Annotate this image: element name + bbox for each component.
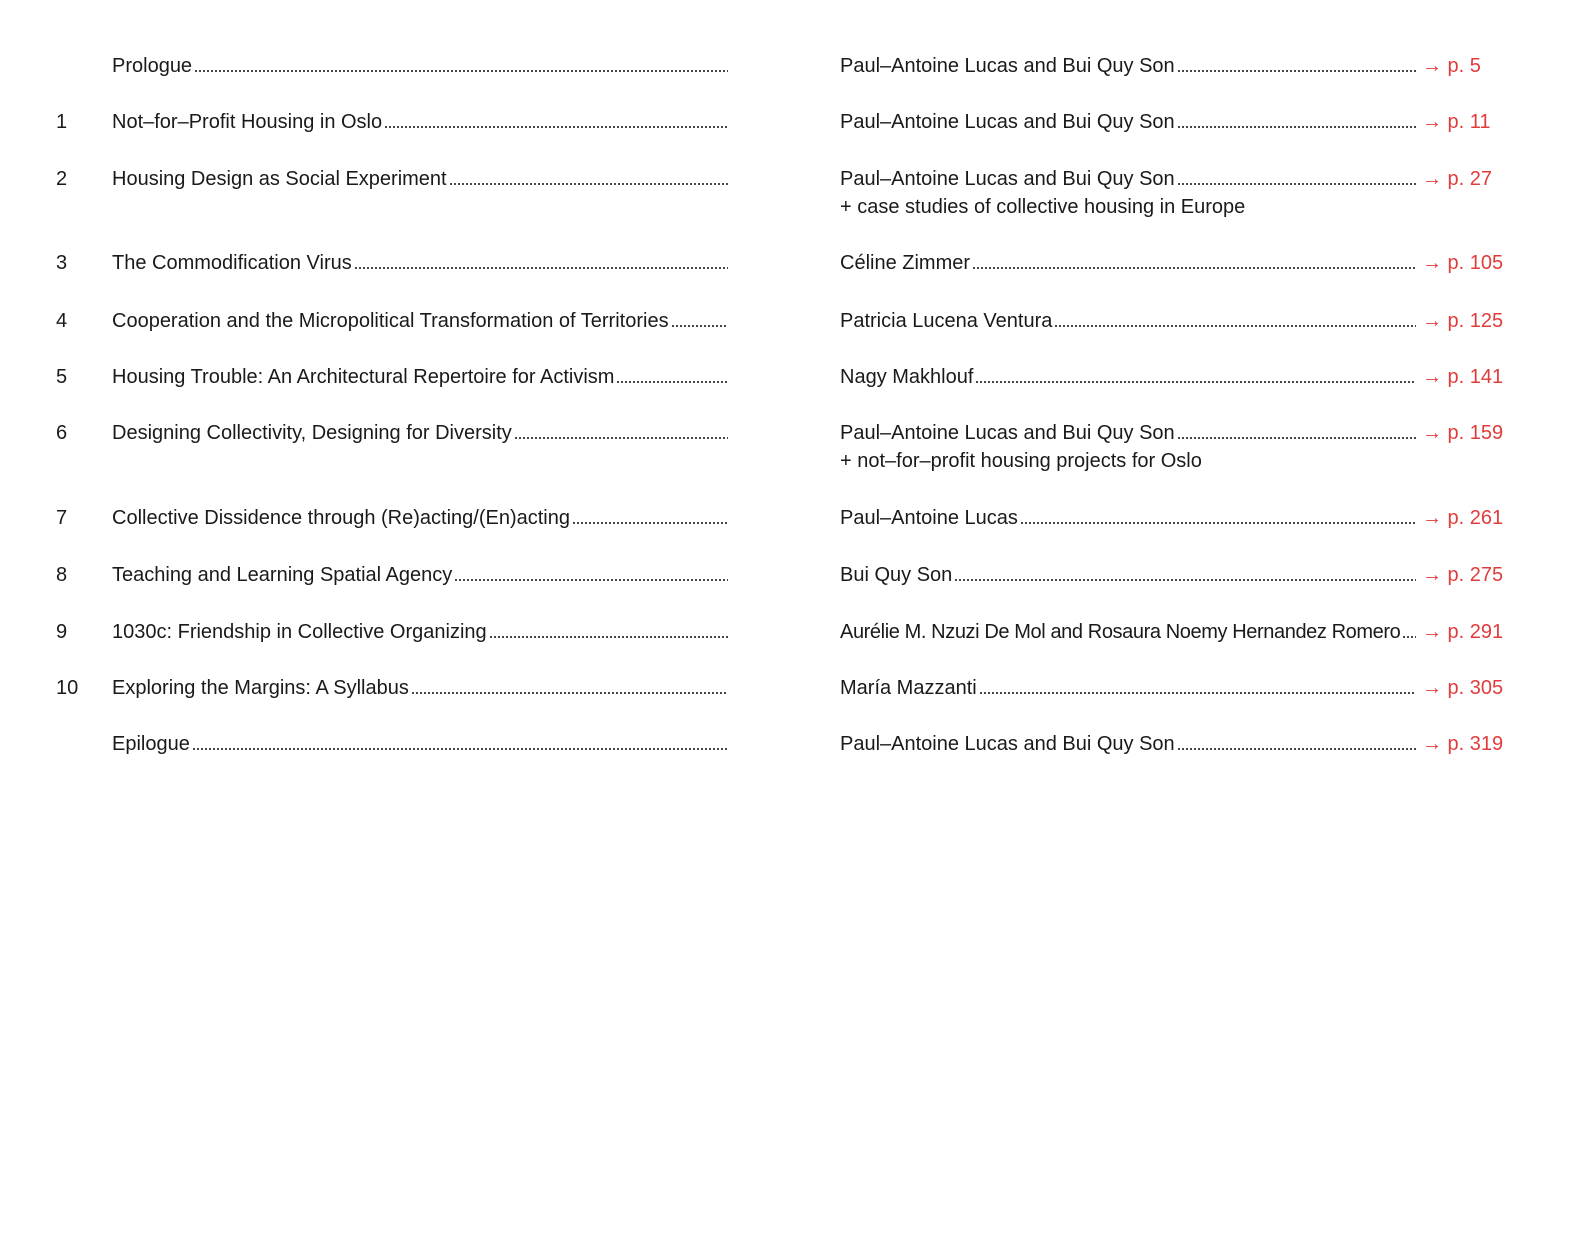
- chapter-number: 4: [56, 310, 68, 332]
- chapter-number: 3: [56, 252, 68, 274]
- chapter-author: Paul–Antoine Lucas and Bui Quy Son: [840, 111, 1175, 133]
- chapter-number: 5: [56, 366, 68, 388]
- toc-entry-prologue[interactable]: [0, 54, 1587, 110]
- chapter-title: Housing Trouble: An Architectural Repertoire for Activism: [112, 366, 615, 388]
- dot-leader: [1177, 68, 1416, 74]
- chapter-author: Bui Quy Son: [840, 564, 953, 586]
- chapter-number: 6: [56, 422, 68, 444]
- chapter-number: 8: [56, 564, 68, 586]
- dot-leader: [671, 323, 728, 329]
- dot-leader: [194, 68, 728, 74]
- chapter-author: Paul–Antoine Lucas and Bui Quy Son: [840, 422, 1175, 444]
- chapter-title: Collective Dissidence through (Re)acting/(En)acting: [112, 507, 570, 529]
- chapter-number: 2: [56, 168, 68, 190]
- chapter-number: 1: [56, 111, 68, 133]
- toc-entry-epilogue[interactable]: [0, 732, 1587, 788]
- dot-leader: [411, 690, 728, 696]
- chapter-title: The Commodification Virus: [112, 252, 352, 274]
- page-link[interactable]: → p. 261: [1422, 507, 1504, 529]
- dot-leader: [954, 577, 1416, 583]
- chapter-note: + case studies of collective housing in Europe: [840, 196, 1246, 218]
- dot-leader: [514, 435, 728, 441]
- dot-leader: [454, 577, 728, 583]
- page-link[interactable]: → p. 275: [1422, 564, 1504, 586]
- page-link[interactable]: → p. 319: [1422, 733, 1504, 755]
- toc-entry-4[interactable]: [0, 309, 1587, 365]
- dot-leader: [1177, 746, 1416, 752]
- chapter-author: María Mazzanti: [840, 677, 977, 699]
- chapter-title: Exploring the Margins: A Syllabus: [112, 677, 409, 699]
- toc-entry-3[interactable]: [0, 251, 1587, 307]
- chapter-author: Patricia Lucena Ventura: [840, 310, 1053, 332]
- dot-leader: [1177, 124, 1416, 130]
- page-link[interactable]: → p. 5: [1422, 55, 1481, 77]
- dot-leader: [1177, 435, 1416, 441]
- page-link[interactable]: → p. 27: [1422, 168, 1493, 190]
- dot-leader: [972, 265, 1416, 271]
- toc-entry-8[interactable]: [0, 563, 1587, 619]
- chapter-title: 1030c: Friendship in Collective Organizing: [112, 621, 487, 643]
- page-link[interactable]: → p. 105: [1422, 252, 1504, 274]
- page-link[interactable]: → p. 291: [1422, 621, 1504, 643]
- chapter-title: Prologue: [112, 55, 193, 77]
- page-link[interactable]: → p. 141: [1422, 366, 1504, 388]
- dot-leader: [1177, 181, 1416, 187]
- chapter-author: Nagy Makhlouf: [840, 366, 974, 388]
- dot-leader: [449, 181, 728, 187]
- chapter-title: Epilogue: [112, 733, 190, 755]
- page-link[interactable]: → p. 305: [1422, 677, 1504, 699]
- toc-entry-6[interactable]: [0, 421, 1587, 505]
- chapter-title: Not–for–Profit Housing in Oslo: [112, 111, 383, 133]
- chapter-author: Aurélie M. Nzuzi De Mol and Rosaura Noemy Hernandez Romero: [840, 621, 1401, 643]
- chapter-author: Paul–Antoine Lucas and Bui Quy Son: [840, 168, 1175, 190]
- toc-entry-7[interactable]: [0, 506, 1587, 562]
- toc-entry-9[interactable]: [0, 620, 1587, 676]
- page-link[interactable]: → p. 125: [1422, 310, 1504, 332]
- dot-leader: [1402, 634, 1416, 640]
- dot-leader: [975, 379, 1416, 385]
- chapter-author: Céline Zimmer: [840, 252, 971, 274]
- chapter-title: Cooperation and the Micropolitical Transformation of Territories: [112, 310, 669, 332]
- dot-leader: [572, 520, 728, 526]
- toc-entry-2[interactable]: [0, 167, 1587, 251]
- dot-leader: [1020, 520, 1416, 526]
- dot-leader: [1054, 323, 1416, 329]
- toc-entry-10[interactable]: [0, 676, 1587, 732]
- chapter-author: Paul–Antoine Lucas and Bui Quy Son: [840, 55, 1175, 77]
- chapter-title: Housing Design as Social Experiment: [112, 168, 447, 190]
- chapter-note: + not–for–profit housing projects for Oslo: [840, 450, 1202, 472]
- page-link[interactable]: → p. 159: [1422, 422, 1504, 444]
- chapter-author: Paul–Antoine Lucas: [840, 507, 1018, 529]
- dot-leader: [616, 379, 728, 385]
- toc-entry-5[interactable]: [0, 365, 1587, 421]
- chapter-title: Designing Collectivity, Designing for Diversity: [112, 422, 512, 444]
- dot-leader: [384, 124, 728, 130]
- chapter-author: Paul–Antoine Lucas and Bui Quy Son: [840, 733, 1175, 755]
- dot-leader: [192, 746, 728, 752]
- dot-leader: [354, 265, 728, 271]
- chapter-title: Teaching and Learning Spatial Agency: [112, 564, 453, 586]
- chapter-number: 7: [56, 507, 68, 529]
- dot-leader: [979, 690, 1416, 696]
- dot-leader: [489, 634, 728, 640]
- chapter-number: 9: [56, 621, 68, 643]
- chapter-number: 10: [56, 677, 79, 699]
- page-link[interactable]: → p. 11: [1422, 111, 1491, 133]
- toc-entry-1[interactable]: [0, 110, 1587, 166]
